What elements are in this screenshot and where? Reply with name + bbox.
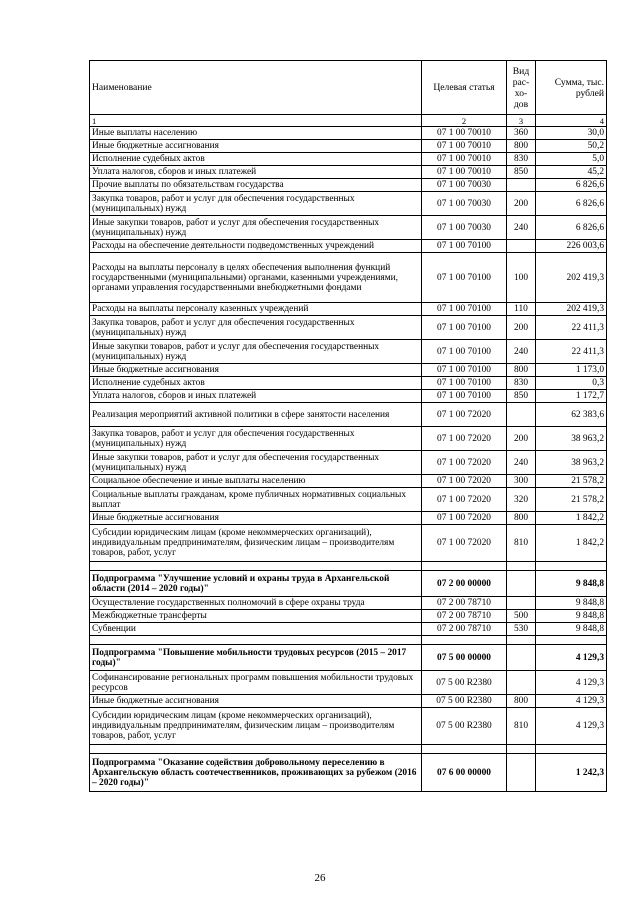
cell-sum: 9 848,8 — [536, 571, 607, 597]
cell-target-article: 07 1 00 70100 — [422, 253, 507, 303]
table-row — [90, 512, 607, 525]
cell-sum: 21 578,2 — [536, 475, 607, 488]
table-row — [90, 216, 607, 240]
spacer-row — [90, 562, 607, 571]
cell-sum: 1 842,2 — [536, 512, 607, 525]
cell-name: Субсидии юридическим лицам (кроме некоммерческих организаций), индивидуальным предпринимателям, физическим лицам – производителям товаров, работ, услуг — [90, 708, 422, 745]
cell-name: Социальные выплаты гражданам, кроме публичных нормативных социальных выплат — [90, 488, 422, 512]
table-header-row — [90, 61, 607, 115]
empty-cell — [536, 636, 607, 645]
column-number: 3 — [507, 115, 536, 127]
cell-name: Подпрограмма "Улучшение условий и охраны труда в Архангельской области (2014 – 2020 годы)" — [90, 571, 422, 597]
empty-cell — [536, 562, 607, 571]
cell-target-article: 07 1 00 70010 — [422, 127, 507, 140]
cell-target-article: 07 1 00 70100 — [422, 316, 507, 340]
cell-name: Прочие выплаты по обязательствам государства — [90, 179, 422, 192]
cell-name: Уплата налогов, сборов и иных платежей — [90, 390, 422, 403]
table-row — [90, 488, 607, 512]
cell-target-article: 07 1 00 70100 — [422, 303, 507, 316]
cell-sum: 30,0 — [536, 127, 607, 140]
empty-cell — [507, 562, 536, 571]
cell-sum: 9 848,8 — [536, 610, 607, 623]
subprogram-row — [90, 645, 607, 671]
cell-expense-type: 200 — [507, 427, 536, 451]
cell-target-article: 07 1 00 72020 — [422, 475, 507, 488]
cell-name: Подпрограмма "Повышение мобильности трудовых ресурсов (2015 – 2017 годы)" — [90, 645, 422, 671]
table-row — [90, 403, 607, 427]
cell-expense-type: 300 — [507, 475, 536, 488]
table-row — [90, 695, 607, 708]
empty-cell — [422, 745, 507, 754]
table-row — [90, 364, 607, 377]
cell-sum: 38 963,2 — [536, 427, 607, 451]
cell-sum: 21 578,2 — [536, 488, 607, 512]
table-row — [90, 166, 607, 179]
header-name: Наименование — [90, 61, 422, 115]
budget-table — [89, 60, 607, 792]
cell-name: Подпрограмма "Оказание содействия добровольному переселению в Архангельскую область соотечественников, проживающих за рубежом (2016 – 2020 годы)" — [90, 754, 422, 792]
cell-expense-type: 240 — [507, 216, 536, 240]
cell-target-article: 07 1 00 72020 — [422, 525, 507, 562]
cell-target-article: 07 1 00 72020 — [422, 512, 507, 525]
cell-sum: 9 848,8 — [536, 597, 607, 610]
cell-expense-type: 800 — [507, 695, 536, 708]
cell-expense-type: 810 — [507, 525, 536, 562]
header-target-article: Целевая статья — [422, 61, 507, 115]
table-row — [90, 451, 607, 475]
table-row — [90, 140, 607, 153]
cell-name: Иные выплаты населению — [90, 127, 422, 140]
table-row — [90, 179, 607, 192]
header-expense-type: Вид рас-хо-дов — [507, 61, 536, 115]
column-number: 2 — [422, 115, 507, 127]
table-row — [90, 708, 607, 745]
empty-cell — [90, 562, 422, 571]
table-row — [90, 240, 607, 253]
table-row — [90, 610, 607, 623]
empty-cell — [422, 636, 507, 645]
cell-sum: 4 129,3 — [536, 671, 607, 695]
cell-target-article: 07 1 00 72020 — [422, 427, 507, 451]
cell-expense-type: 240 — [507, 451, 536, 475]
column-number: 1 — [90, 115, 422, 127]
cell-sum: 50,2 — [536, 140, 607, 153]
cell-target-article: 07 1 00 70100 — [422, 390, 507, 403]
cell-name: Иные закупки товаров, работ и услуг для обеспечения государственных (муниципальных) нужд — [90, 451, 422, 475]
cell-sum: 4 129,3 — [536, 695, 607, 708]
cell-target-article: 07 2 00 78710 — [422, 623, 507, 636]
table-row — [90, 316, 607, 340]
table-row — [90, 475, 607, 488]
table-row — [90, 253, 607, 303]
cell-expense-type: 800 — [507, 140, 536, 153]
cell-name: Субсидии юридическим лицам (кроме некоммерческих организаций), индивидуальным предпринимателям, физическим лицам – производителям товаров, работ, услуг — [90, 525, 422, 562]
cell-name: Иные бюджетные ассигнования — [90, 695, 422, 708]
cell-sum: 6 826,6 — [536, 179, 607, 192]
table-row — [90, 127, 607, 140]
cell-expense-type: 830 — [507, 377, 536, 390]
cell-target-article: 07 5 00 R2380 — [422, 695, 507, 708]
cell-name: Межбюджетные трансферты — [90, 610, 422, 623]
cell-expense-type: 830 — [507, 153, 536, 166]
table-row — [90, 597, 607, 610]
table-row — [90, 390, 607, 403]
cell-expense-type — [507, 645, 536, 671]
cell-target-article: 07 5 00 R2380 — [422, 708, 507, 745]
cell-sum: 226 003,6 — [536, 240, 607, 253]
cell-sum: 1 242,3 — [536, 754, 607, 792]
cell-expense-type: 360 — [507, 127, 536, 140]
cell-name: Расходы на выплаты персоналу казенных учреждений — [90, 303, 422, 316]
cell-name: Закупка товаров, работ и услуг для обеспечения государственных (муниципальных) нужд — [90, 316, 422, 340]
table-row — [90, 340, 607, 364]
cell-sum: 4 129,3 — [536, 645, 607, 671]
spacer-row — [90, 636, 607, 645]
cell-name: Исполнение судебных актов — [90, 377, 422, 390]
page-number: 26 — [314, 872, 326, 884]
cell-target-article: 07 6 00 00000 — [422, 754, 507, 792]
cell-expense-type: 200 — [507, 316, 536, 340]
cell-name: Субвенции — [90, 623, 422, 636]
cell-expense-type — [507, 597, 536, 610]
cell-sum: 22 411,3 — [536, 316, 607, 340]
table-row — [90, 303, 607, 316]
cell-sum: 6 826,6 — [536, 192, 607, 216]
cell-name: Исполнение судебных актов — [90, 153, 422, 166]
cell-target-article: 07 1 00 70100 — [422, 340, 507, 364]
cell-expense-type — [507, 671, 536, 695]
cell-name: Уплата налогов, сборов и иных платежей — [90, 166, 422, 179]
cell-sum: 1 172,7 — [536, 390, 607, 403]
subprogram-row — [90, 571, 607, 597]
cell-expense-type: 500 — [507, 610, 536, 623]
cell-name: Расходы на выплаты персоналу в целях обеспечения выполнения функций государственными (муниципальными) органами, казенными учреждениями, органами управления государственными внебюджетными фондами — [90, 253, 422, 303]
cell-target-article: 07 5 00 R2380 — [422, 671, 507, 695]
table-row — [90, 525, 607, 562]
cell-target-article: 07 1 00 72020 — [422, 451, 507, 475]
cell-expense-type: 850 — [507, 166, 536, 179]
cell-name: Закупка товаров, работ и услуг для обеспечения государственных (муниципальных) нужд — [90, 192, 422, 216]
empty-cell — [536, 745, 607, 754]
table-row — [90, 427, 607, 451]
cell-expense-type: 240 — [507, 340, 536, 364]
budget-table-container — [89, 60, 604, 792]
table-body — [90, 127, 607, 792]
empty-cell — [90, 636, 422, 645]
cell-sum: 1 173,0 — [536, 364, 607, 377]
cell-expense-type: 810 — [507, 708, 536, 745]
cell-expense-type: 800 — [507, 364, 536, 377]
cell-target-article: 07 1 00 70030 — [422, 192, 507, 216]
cell-target-article: 07 1 00 70030 — [422, 179, 507, 192]
column-number: 4 — [536, 115, 607, 127]
table-row — [90, 377, 607, 390]
cell-target-article: 07 1 00 70100 — [422, 364, 507, 377]
empty-cell — [90, 745, 422, 754]
cell-sum: 62 383,6 — [536, 403, 607, 427]
cell-target-article: 07 2 00 78710 — [422, 597, 507, 610]
cell-target-article: 07 2 00 00000 — [422, 571, 507, 597]
cell-sum: 6 826,6 — [536, 216, 607, 240]
cell-sum: 45,2 — [536, 166, 607, 179]
cell-sum: 202 419,3 — [536, 303, 607, 316]
table-row — [90, 671, 607, 695]
cell-sum: 5,0 — [536, 153, 607, 166]
cell-name: Социальное обеспечение и иные выплаты населению — [90, 475, 422, 488]
cell-expense-type: 100 — [507, 253, 536, 303]
cell-sum: 1 842,2 — [536, 525, 607, 562]
cell-name: Расходы на обеспечение деятельности подведомственных учреждений — [90, 240, 422, 253]
cell-sum: 202 419,3 — [536, 253, 607, 303]
cell-name: Иные закупки товаров, работ и услуг для обеспечения государственных (муниципальных) нужд — [90, 216, 422, 240]
cell-expense-type: 800 — [507, 512, 536, 525]
empty-cell — [422, 562, 507, 571]
cell-expense-type — [507, 754, 536, 792]
cell-expense-type — [507, 179, 536, 192]
cell-sum: 38 963,2 — [536, 451, 607, 475]
cell-expense-type: 110 — [507, 303, 536, 316]
cell-sum: 22 411,3 — [536, 340, 607, 364]
cell-name: Иные бюджетные ассигнования — [90, 512, 422, 525]
cell-name: Закупка товаров, работ и услуг для обеспечения государственных (муниципальных) нужд — [90, 427, 422, 451]
cell-target-article: 07 1 00 70010 — [422, 140, 507, 153]
table-row — [90, 153, 607, 166]
cell-target-article: 07 1 00 72020 — [422, 488, 507, 512]
cell-name: Иные закупки товаров, работ и услуг для обеспечения государственных (муниципальных) нужд — [90, 340, 422, 364]
cell-expense-type: 320 — [507, 488, 536, 512]
cell-target-article: 07 1 00 70100 — [422, 377, 507, 390]
cell-target-article: 07 1 00 70030 — [422, 216, 507, 240]
column-number-row — [90, 115, 607, 127]
cell-expense-type — [507, 403, 536, 427]
cell-expense-type: 850 — [507, 390, 536, 403]
cell-name: Иные бюджетные ассигнования — [90, 364, 422, 377]
empty-cell — [507, 636, 536, 645]
cell-expense-type — [507, 240, 536, 253]
cell-expense-type — [507, 571, 536, 597]
cell-target-article: 07 2 00 78710 — [422, 610, 507, 623]
cell-target-article: 07 5 00 00000 — [422, 645, 507, 671]
cell-name: Реализация мероприятий активной политики в сфере занятости населения — [90, 403, 422, 427]
cell-name: Софинансирование региональных программ повышения мобильности трудовых ресурсов — [90, 671, 422, 695]
table-row — [90, 192, 607, 216]
cell-sum: 0,3 — [536, 377, 607, 390]
cell-sum: 9 848,8 — [536, 623, 607, 636]
cell-sum: 4 129,3 — [536, 708, 607, 745]
cell-target-article: 07 1 00 70010 — [422, 166, 507, 179]
cell-target-article: 07 1 00 70010 — [422, 153, 507, 166]
empty-cell — [507, 745, 536, 754]
cell-target-article: 07 1 00 72020 — [422, 403, 507, 427]
cell-expense-type: 530 — [507, 623, 536, 636]
header-sum: Сумма, тыс. рублей — [536, 61, 607, 115]
cell-name: Иные бюджетные ассигнования — [90, 140, 422, 153]
cell-name: Осуществление государственных полномочий в сфере охраны труда — [90, 597, 422, 610]
table-row — [90, 623, 607, 636]
subprogram-row — [90, 754, 607, 792]
cell-target-article: 07 1 00 70100 — [422, 240, 507, 253]
cell-expense-type: 200 — [507, 192, 536, 216]
spacer-row — [90, 745, 607, 754]
